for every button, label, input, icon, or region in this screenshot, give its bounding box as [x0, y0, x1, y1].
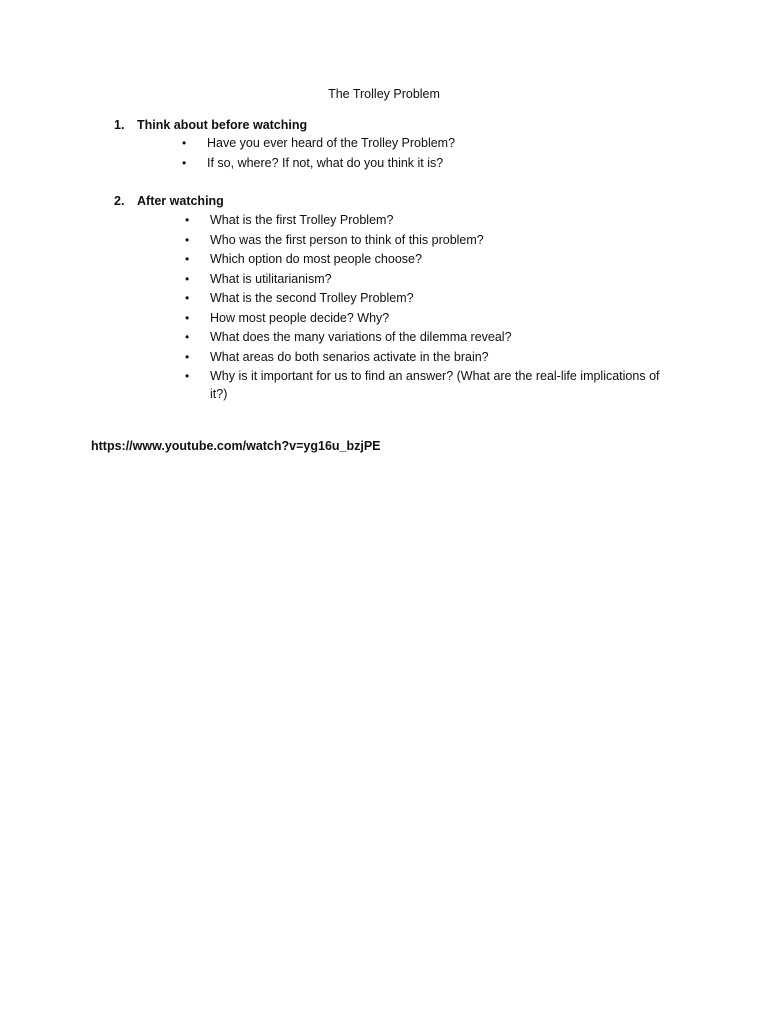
bullet-icon: • — [185, 252, 190, 266]
question-text: Have you ever heard of the Trolley Problem? — [207, 136, 456, 150]
list-item — [185, 211, 680, 231]
question-text: How most people decide? Why? — [210, 310, 390, 325]
question-text: Who was the first person to think of this problem? — [210, 232, 484, 247]
list-item — [185, 367, 680, 403]
bullet-icon: • — [185, 310, 190, 325]
question-text: What is utilitarianism? — [210, 271, 332, 286]
question-text: What is the second Trolley Problem? — [210, 291, 414, 305]
section-heading-text: After watching — [137, 194, 224, 208]
question-text: Which option do most people choose? — [210, 252, 422, 266]
video-link[interactable]: https://www.youtube.com/watch?v=yg16u_bzjPE — [91, 439, 381, 453]
question-text: What does the many variations of the dilemma reveal? — [210, 330, 512, 344]
list-item — [185, 231, 680, 251]
list-item — [182, 134, 456, 154]
section-2-heading — [114, 192, 224, 210]
bullet-icon: • — [182, 136, 187, 150]
section-number: 1. — [114, 118, 125, 132]
section-1-heading — [114, 116, 307, 134]
list-item — [182, 154, 455, 174]
list-item — [185, 289, 680, 309]
bullet-icon: • — [185, 271, 190, 286]
question-text: Why is it important for us to find an answer? (What are the real-life implications of it?) — [210, 369, 660, 401]
question-text: What is the first Trolley Problem? — [210, 213, 394, 227]
bullet-icon: • — [182, 155, 187, 170]
question-text: If so, where? If not, what do you think it is? — [207, 155, 444, 170]
section-heading-text: Think about before watching — [137, 118, 308, 132]
bullet-icon: • — [185, 330, 190, 344]
document-title: The Trolley Problem — [328, 87, 440, 101]
section-1-questions — [182, 134, 456, 173]
bullet-icon: • — [185, 213, 190, 227]
bullet-icon: • — [185, 232, 190, 247]
bullet-icon: • — [185, 349, 190, 364]
list-item — [185, 348, 680, 368]
bullet-icon: • — [185, 291, 190, 305]
list-item — [185, 328, 680, 348]
list-item — [185, 270, 680, 290]
section-number: 2. — [114, 194, 125, 208]
list-item — [185, 250, 680, 270]
question-text: What areas do both senarios activate in the brain? — [210, 349, 489, 364]
bullet-icon: • — [185, 369, 190, 383]
section-2-questions — [185, 211, 680, 403]
list-item — [185, 309, 680, 329]
